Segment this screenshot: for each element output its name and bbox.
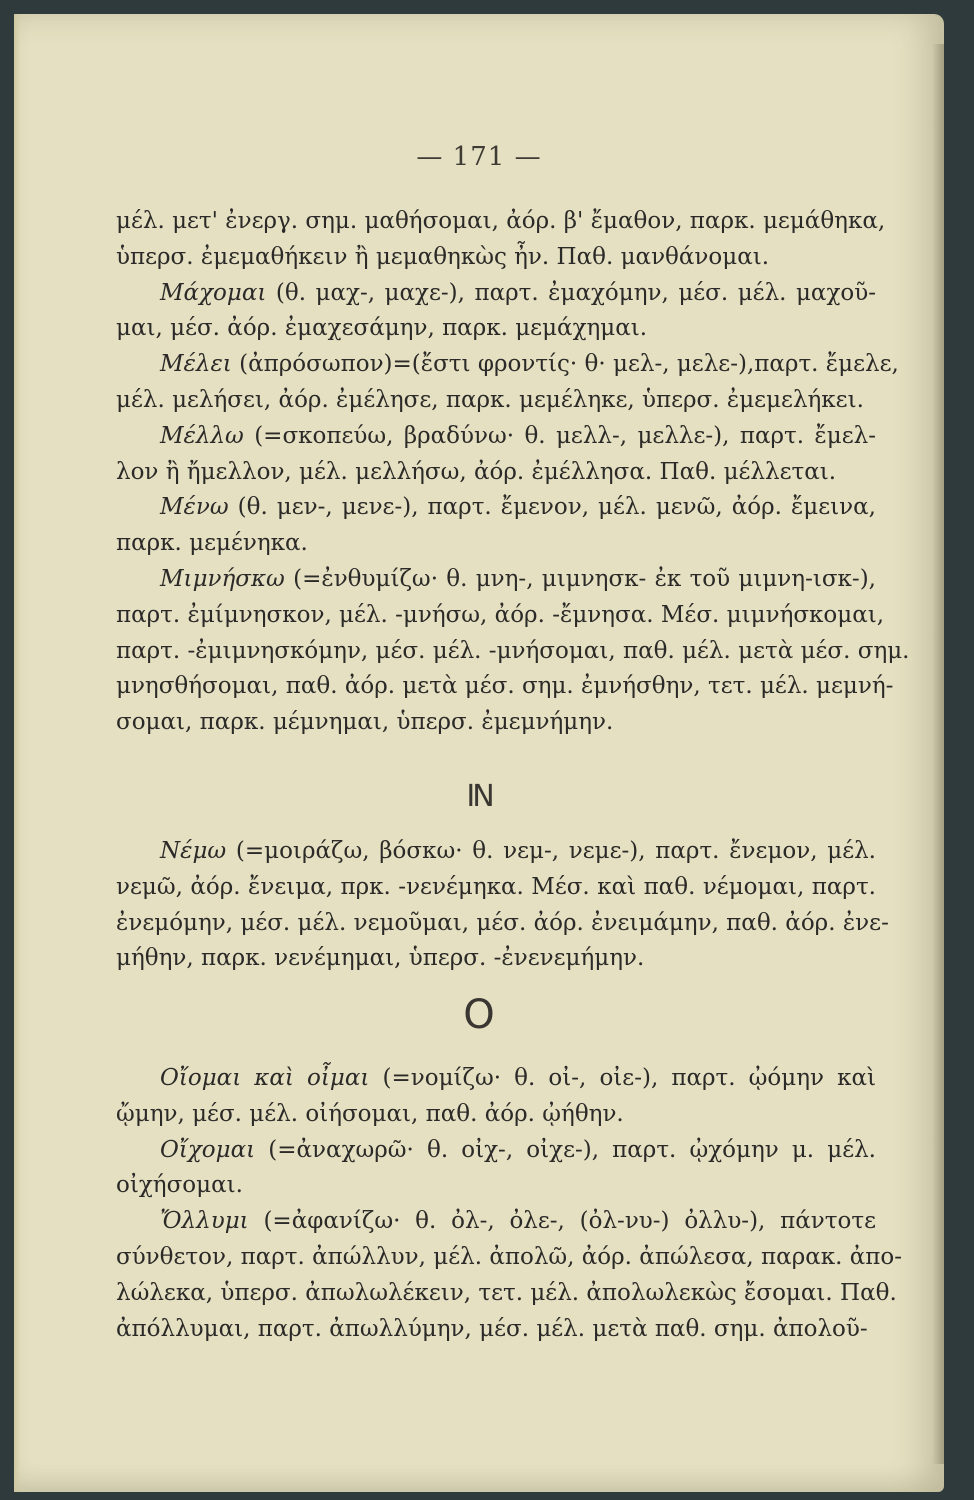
text-line bbox=[116, 240, 876, 276]
line-text: παρτ. -ἐμιμνησκόμην, μέσ. μέλ. -μνήσομαι, παθ. μέλ. μετὰ μέσ. σημ. bbox=[116, 637, 910, 664]
line-text: (=ἀναχωρῶ· θ. οἰχ-, οἰχε-), παρτ. ᾠχόμην μ. μέλ. bbox=[255, 1136, 876, 1163]
entry-headword: Μέλει bbox=[160, 351, 232, 378]
line-text: ἀπόλλυμαι, παρτ. ἀπωλλύμην, μέσ. μέλ. μετὰ παθ. σημ. ἀπολοῦ- bbox=[116, 1315, 868, 1342]
entry-headword: Ὄλλυμι bbox=[160, 1208, 249, 1235]
verb-entry bbox=[116, 276, 876, 348]
verb-entry bbox=[116, 562, 910, 741]
text-line bbox=[116, 204, 886, 240]
text-line bbox=[116, 906, 889, 942]
verb-entry bbox=[116, 1061, 876, 1133]
verb-entry bbox=[116, 1204, 903, 1347]
entry-headword: Μάχομαι bbox=[160, 279, 267, 306]
text-line bbox=[116, 834, 876, 870]
text-line bbox=[116, 1240, 903, 1276]
line-text: μέλ. μελήσει, ἀόρ. ἐμέλησε, παρκ. μεμέληκε, ὑπερσ. ἐμεμελήκει. bbox=[116, 386, 864, 413]
line-text: μαι, μέσ. ἀόρ. ἐμαχεσάμην, παρκ. μεμάχημαι. bbox=[116, 315, 648, 342]
text-line bbox=[116, 669, 894, 705]
line-text: (=ἐνθυμίζω· θ. μνη-, μιμνησκ- ἐκ τοῦ μιμνη-ισκ-), bbox=[284, 565, 876, 592]
line-text: (=ἀφανίζω· θ. ὀλ-, ὀλε-, (ὀλ-νυ-) ὀλλυ-), πάντοτε bbox=[248, 1208, 876, 1235]
text-line bbox=[116, 705, 876, 741]
text-line bbox=[116, 941, 876, 977]
line-text: (=νομίζω· θ. οἰ-, οἰε-), παρτ. ᾠόμην καὶ bbox=[369, 1065, 876, 1091]
entry-headword: Μιμνήσκω bbox=[160, 565, 285, 592]
verb-entry bbox=[116, 347, 899, 419]
line-text: μνησθήσομαι, παθ. ἀόρ. μετὰ μέσ. σημ. ἐμνήσθην, τετ. μέλ. μεμνή- bbox=[116, 673, 894, 700]
verb-entry bbox=[116, 1133, 876, 1205]
entry-headword: Οἴομαι καὶ οἶμαι bbox=[160, 1065, 370, 1091]
text-line bbox=[116, 311, 876, 347]
text-line bbox=[116, 455, 876, 491]
text-line bbox=[116, 870, 876, 906]
verb-entries-block-n bbox=[116, 834, 889, 977]
text-line bbox=[116, 634, 910, 670]
text-line bbox=[116, 598, 885, 634]
text-line bbox=[116, 562, 876, 598]
book-page bbox=[14, 14, 944, 1492]
line-text: (=μοιράζω, βόσκω· θ. νεμ-, νεμε-), παρτ. ἔνεμον, μέλ. bbox=[226, 838, 876, 864]
line-text: λον ἢ ἤμελλον, μέλ. μελλήσω, ἀόρ. ἐμέλλησα. Παθ. μέλλεται. bbox=[116, 458, 837, 485]
page-edge-shadow bbox=[932, 44, 944, 1464]
line-text: οἰχήσομαι. bbox=[116, 1172, 243, 1199]
line-text: νεμῶ, ἀόρ. ἔνειμα, πρκ. -νενέμηκα. Μέσ. καὶ παθ. νέμομαι, παρτ. bbox=[116, 873, 876, 900]
entry-headword: Μέλλω bbox=[160, 422, 244, 449]
verb-entry bbox=[116, 834, 889, 977]
line-text: ᾤμην, μέσ. μέλ. οἰήσομαι, παθ. ἀόρ. ᾠήθην. bbox=[116, 1100, 624, 1127]
text-line bbox=[116, 1312, 876, 1348]
text-line bbox=[116, 347, 899, 383]
text-line bbox=[116, 526, 876, 562]
verb-entry bbox=[116, 419, 876, 491]
entry-headword: Νέμω bbox=[160, 838, 227, 864]
text-line bbox=[116, 1168, 876, 1204]
line-text: (=σκοπεύω, βραδύνω· θ. μελλ-, μελλε-), παρτ. ἔμελ- bbox=[243, 422, 876, 449]
text-line bbox=[116, 276, 876, 312]
verb-entries-block-m bbox=[116, 204, 910, 741]
line-text: λώλεκα, ὑπερσ. ἀπωλωλέκειν, τετ. μέλ. ἀπολωλεκὼς ἔσομαι. Παθ. bbox=[116, 1279, 897, 1306]
line-text: μήθην, παρκ. νενέμημαι, ὑπερσ. -ἐνενεμήμην. bbox=[116, 945, 645, 972]
verb-entry bbox=[116, 490, 876, 562]
line-text: παρκ. μεμένηκα. bbox=[116, 530, 308, 557]
line-text: (ἀπρόσωπον)=(ἔστι φροντίς· θ· μελ-, μελε-),παρτ. ἔμελε, bbox=[231, 351, 899, 378]
text-line bbox=[116, 1276, 897, 1312]
verb-entries-block-o bbox=[116, 1061, 903, 1347]
line-text: παρτ. ἐμίμνησκον, μέλ. -μνήσω, ἀόρ. -ἔμνησα. Μέσ. μιμνήσκομαι, bbox=[116, 601, 885, 628]
section-heading-n: ΙΝ bbox=[466, 779, 492, 814]
line-text: ὑπερσ. ἐμεμαθήκειν ἢ μεμαθηκὼς ἦν. Παθ. μανθάνομαι. bbox=[116, 243, 770, 270]
line-text: ἐνεμόμην, μέσ. μέλ. νεμοῦμαι, μέσ. ἀόρ. ἐνειμάμην, παθ. ἀόρ. ἐνε- bbox=[116, 909, 889, 936]
section-heading-o: Ο bbox=[463, 992, 495, 1038]
line-text: (θ. μαχ-, μαχε-), παρτ. ἐμαχόμην, μέσ. μέλ. μαχοῦ- bbox=[266, 279, 876, 306]
text-line bbox=[116, 1133, 876, 1169]
text-line bbox=[116, 1204, 876, 1240]
text-line bbox=[116, 1061, 876, 1097]
page-number: — 171 — bbox=[416, 142, 542, 172]
text-line bbox=[116, 1097, 876, 1133]
verb-entry bbox=[116, 204, 886, 276]
line-text: μέλ. μετ' ἐνεργ. σημ. μαθήσομαι, ἀόρ. β' ἔμαθον, παρκ. μεμάθηκα, bbox=[116, 208, 886, 234]
entry-headword: Οἴχομαι bbox=[160, 1136, 256, 1163]
line-text: σύνθετον, παρτ. ἀπώλλυν, μέλ. ἀπολῶ, ἀόρ. ἀπώλεσα, παρακ. ἀπο- bbox=[116, 1243, 903, 1270]
text-line bbox=[116, 383, 876, 419]
line-text: σομαι, παρκ. μέμνημαι, ὑπερσ. ἐμεμνήμην. bbox=[116, 709, 614, 736]
entry-headword: Μένω bbox=[160, 494, 229, 521]
text-line bbox=[116, 419, 876, 455]
line-text: (θ. μεν-, μενε-), παρτ. ἔμενον, μέλ. μενῶ, ἀόρ. ἔμεινα, bbox=[228, 494, 876, 521]
text-line bbox=[116, 490, 876, 526]
